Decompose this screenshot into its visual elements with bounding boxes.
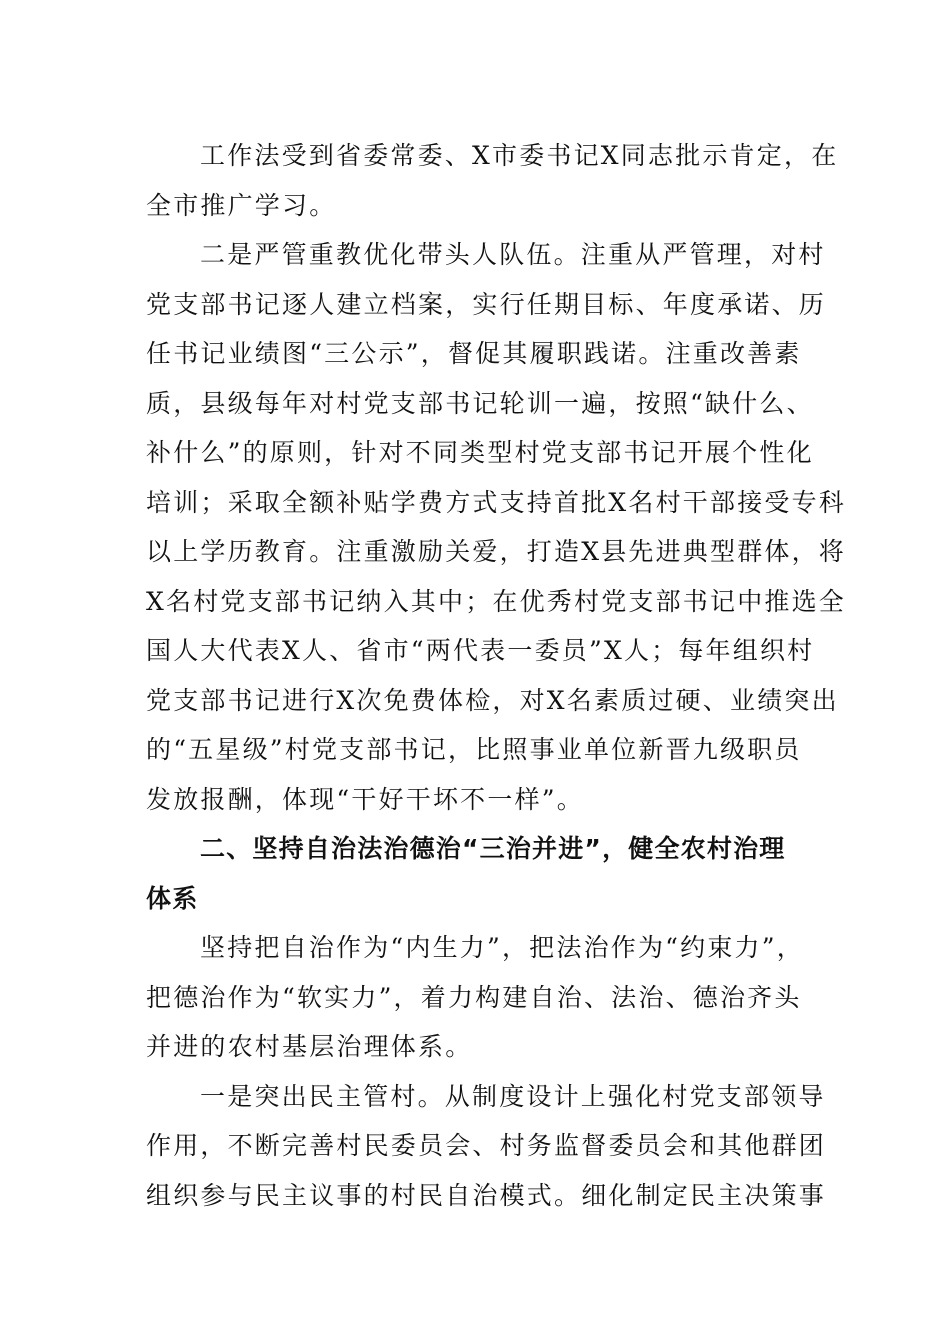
paragraph-line: 国人大代表X人、省市“两代表一委员”X人；每年组织村: [146, 636, 815, 665]
paragraph-line: 把德治作为“软实力”，着力构建自治、法治、德治齐头: [146, 982, 802, 1012]
paragraph-line: 质，县级每年对村党支部书记轮训一遍，按照“缺什么、: [146, 388, 814, 418]
paragraph-line: 党支部书记进行X次免费体检，对X名素质过硬、业绩突出: [146, 685, 839, 715]
paragraph-line: 工作法受到省委常委、X市委书记X同志批示肯定，在: [200, 141, 839, 170]
section-heading: 二、坚持自治法治德治“三治并进”，健全农村治理: [200, 834, 786, 863]
paragraph-line: 一是突出民主管村。从制度设计上强化村党支部领导: [200, 1081, 826, 1111]
paragraph-line: 作用，不断完善村民委员会、村务监督委员会和其他群团: [146, 1131, 827, 1160]
paragraph-line: 全市推广学习。: [146, 190, 337, 220]
paragraph-line: 二是严管重教优化带头人队伍。注重从严管理，对村: [200, 240, 826, 269]
paragraph-line: 补什么”的原则，针对不同类型村党支部书记开展个性化: [146, 438, 814, 467]
paragraph-line: 党支部书记逐人建立档案，实行任期目标、年度承诺、历: [146, 289, 827, 319]
paragraph-line: 以上学历教育。注重激励关爱，打造X县先进典型群体，将: [146, 537, 847, 566]
paragraph-line: 任书记业绩图“三公示”，督促其履职践诺。注重改善素: [146, 339, 802, 368]
paragraph-line: X名村党支部书记纳入其中；在优秀村党支部书记中推选全: [146, 586, 847, 616]
paragraph-line: 组织参与民主议事的村民自治模式。细化制定民主决策事: [146, 1180, 827, 1210]
section-heading: 体系: [146, 883, 199, 913]
paragraph-line: 的“五星级”村党支部书记，比照事业单位新晋九级职员: [146, 735, 802, 764]
paragraph-line: 培训；采取全额补贴学费方式支持首批X名村干部接受专科: [146, 487, 847, 517]
paragraph-line: 坚持把自治作为“内生力”，把法治作为“约束力”，: [200, 933, 804, 962]
paragraph-line: 发放报酬，体现“干好干坏不一样”。: [146, 784, 584, 814]
paragraph-line: 并进的农村基层治理体系。: [146, 1032, 473, 1061]
document-body: [146, 131, 847, 1220]
